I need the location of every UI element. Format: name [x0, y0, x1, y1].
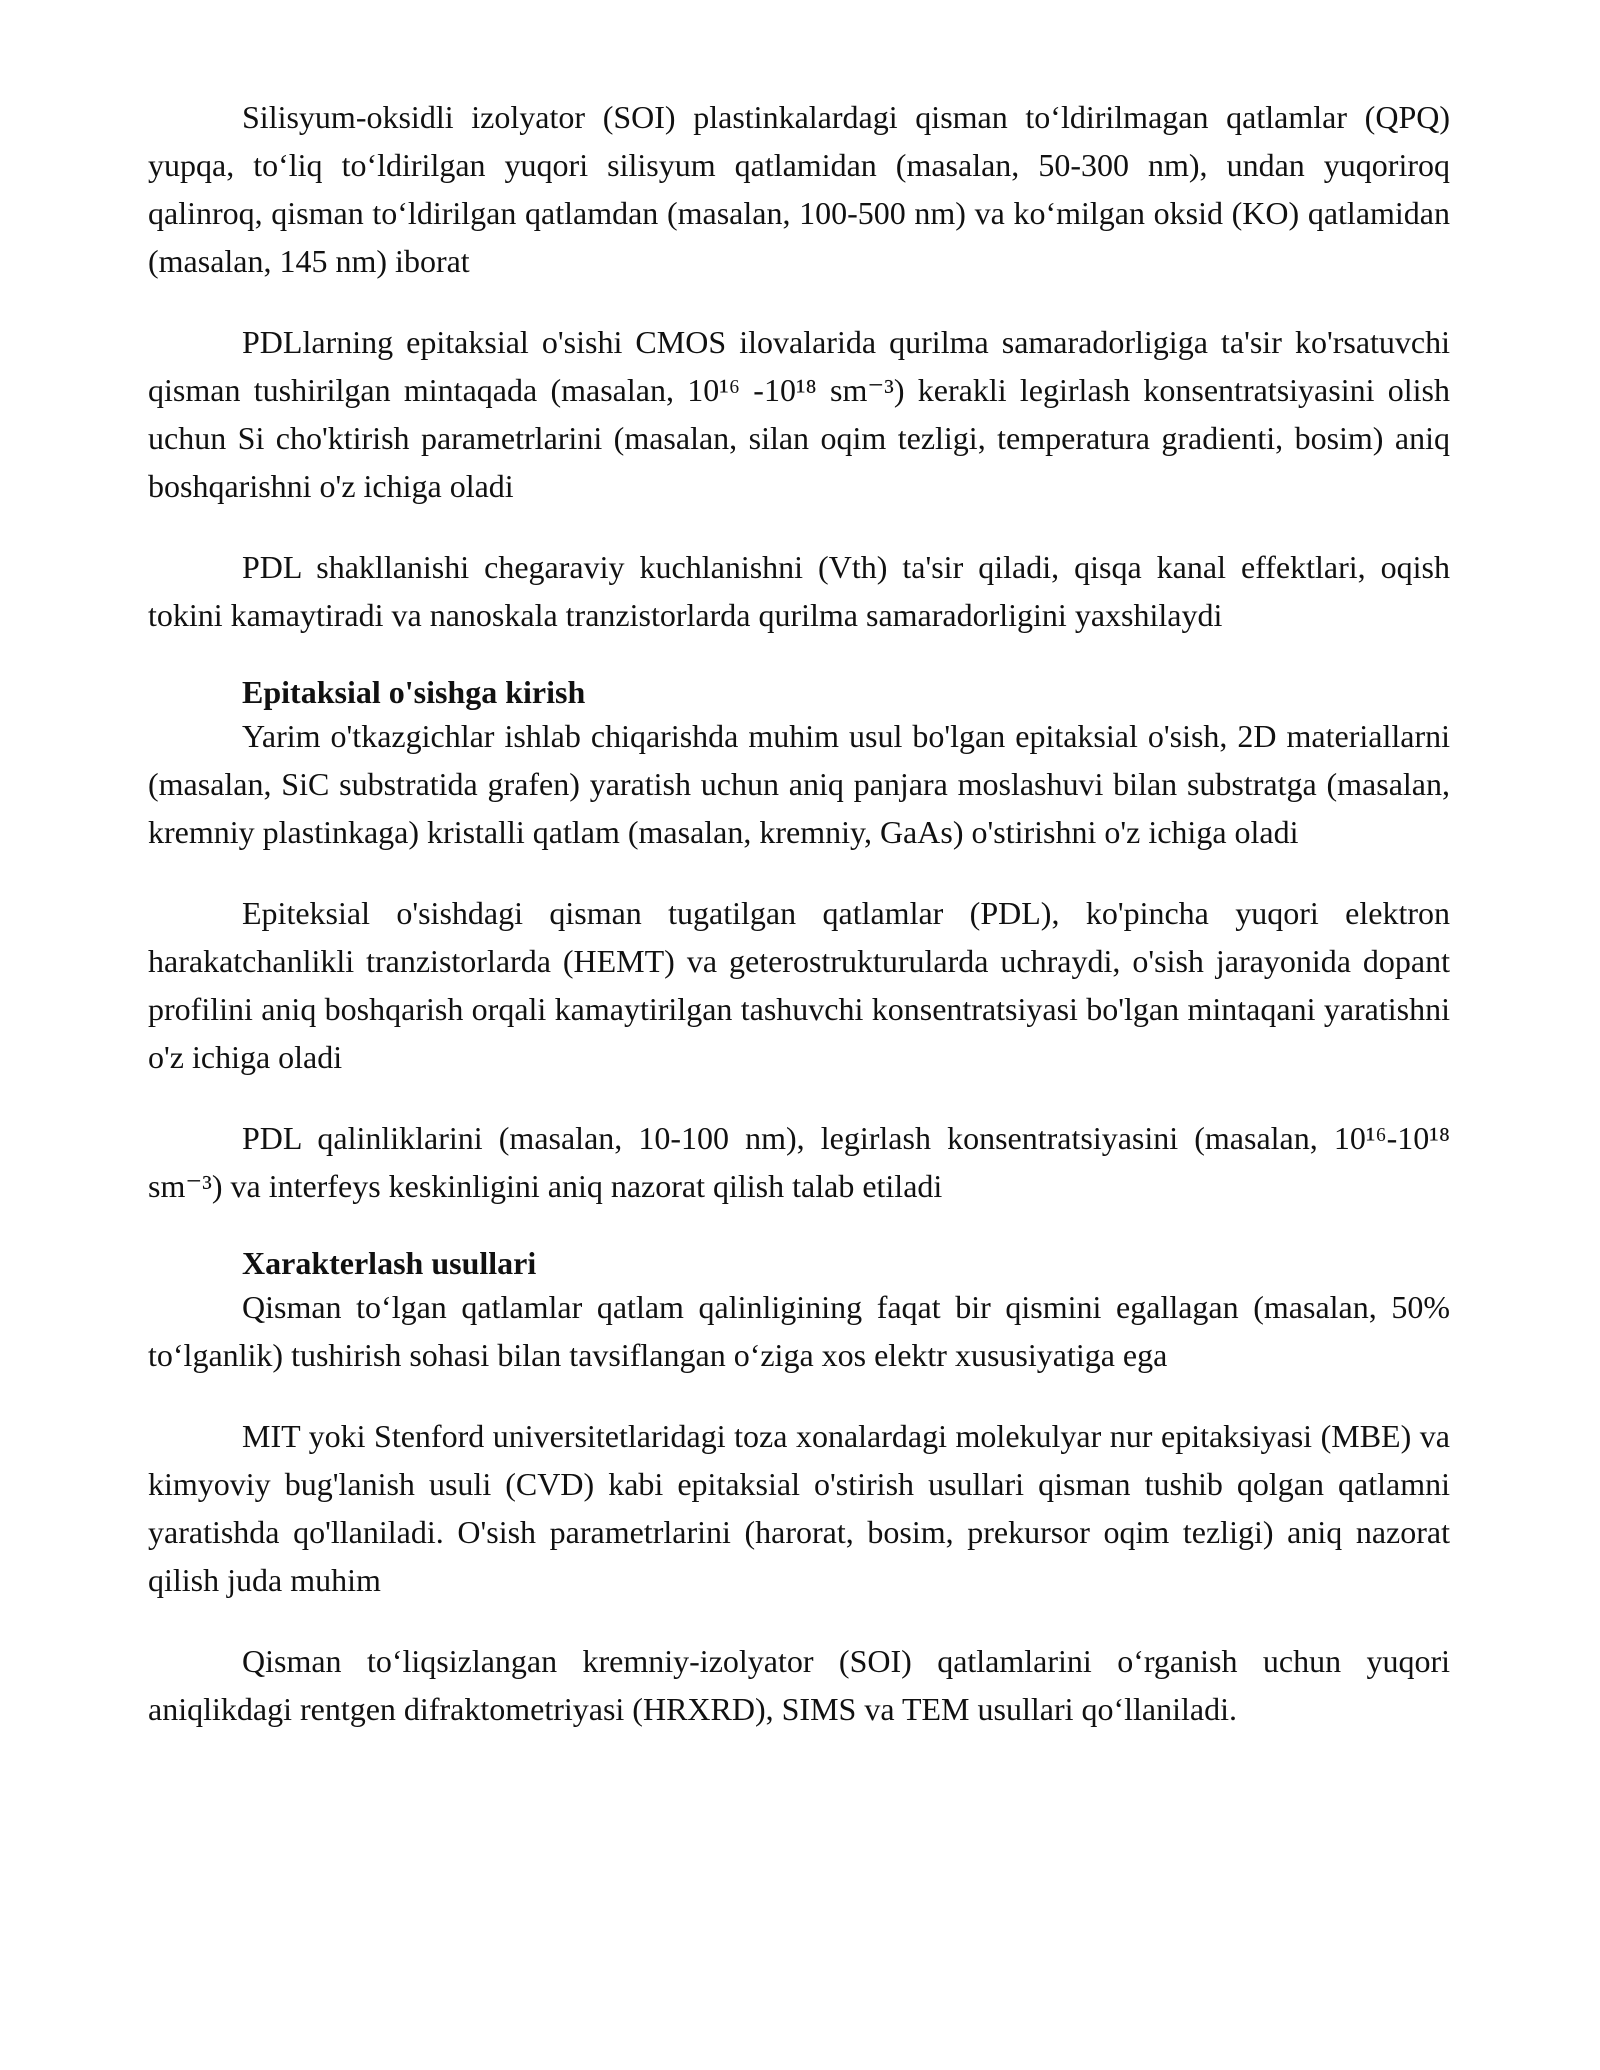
section-heading-epitaxial-intro: Epitaksial o'sishga kirish — [242, 674, 586, 710]
paragraph-pdl-hemt: Epiteksial o'sishdagi qisman tugatilgan qatlamlar (PDL), ko'pincha yuqori elektron harakatchanlikli tranzistorlarda (HEMT) va geterostrukturularda uchraydi, o'sish jarayonida dopant profilini aniq boshqarish orqali kamaytirilgan tashuvchi konsentratsiyasi bo'lgan mintaqani yaratishni o'z ichiga oladi — [148, 895, 1450, 1075]
paragraph-pdl-thickness: PDL qalinliklarini (masalan, 10-100 nm), legirlash konsentratsiyasini (masalan, 10¹⁶-10¹⁸ sm⁻³) va interfeys keskinligini aniq nazorat qilish talab etiladi — [148, 1120, 1450, 1204]
paragraph-pdl-formation: PDL shakllanishi chegaraviy kuchlanishni (Vth) ta'sir qiladi, qisqa kanal effektlari, oqish tokini kamaytiradi va nanoskala tranzistorlarda qurilma samaradorligini yaxshilaydi — [148, 549, 1450, 633]
paragraph-soi-layers: Silisyum-oksidli izolyator (SOI) plastinkalardagi qisman to‘ldirilmagan qatlamlar (QPQ) yupqa, to‘liq to‘ldirilgan yuqori silisyum qatlamidan (masalan, 50-300 nm), undan yuqoriroq qalinroq, qisman to‘ldirilgan qatlamdan (masalan, 100-500 nm) va ko‘milgan oksid (KO) qatlamidan (masalan, 145 nm) iborat — [148, 99, 1450, 279]
document-body — [148, 93, 1450, 1766]
paragraph-mbe-cvd: MIT yoki Stenford universitetlaridagi toza xonalardagi molekulyar nur epitaksiyasi (MBE) va kimyoviy bug'lanish usuli (CVD) kabi epitaksial o'stirish usullari qisman tushib qolgan qatlamni yaratishda qo'llaniladi. O'sish parametrlarini (harorat, bosim, prekursor oqim tezligi) aniq nazorat qilish juda muhim — [148, 1418, 1450, 1598]
paragraph-epitaxial-growth: Yarim o'tkazgichlar ishlab chiqarishda muhim usul bo'lgan epitaksial o'sish, 2D materiallarni (masalan, SiC substratida grafen) yaratish uchun aniq panjara moslashuvi bilan substratga (masalan, kremniy plastinkaga) kristalli qatlam (masalan, kremniy, GaAs) o'stirishni o'z ichiga oladi — [148, 718, 1450, 850]
section-heading-characterization: Xarakterlash usullari — [242, 1245, 537, 1281]
paragraph-pdl-epitaxial-growth: PDLlarning epitaksial o'sishi CMOS ilovalarida qurilma samaradorligiga ta'sir ko'rsatuvchi qisman tushirilgan mintaqada (masalan, 10¹⁶ -10¹⁸ sm⁻³) kerakli legirlash konsentratsiyasini olish uchun Si cho'ktirish parametrlarini (masalan, silan oqim tezligi, temperatura gradienti, bosim) aniq boshqarishni o'z ichiga oladi — [148, 324, 1450, 504]
paragraph-hrxrd-sims-tem: Qisman to‘liqsizlangan kremniy-izolyator (SOI) qatlamlarini o‘rganish uchun yuqori aniqlikdagi rentgen difraktometriyasi (HRXRD), SIMS va TEM usullari qo‘llaniladi. — [148, 1643, 1450, 1727]
paragraph-partial-layers: Qisman to‘lgan qatlamlar qatlam qalinligining faqat bir qismini egallagan (masalan, 50% to‘lganlik) tushirish sohasi bilan tavsiflangan o‘ziga xos elektr xususiyatiga ega — [148, 1289, 1450, 1373]
